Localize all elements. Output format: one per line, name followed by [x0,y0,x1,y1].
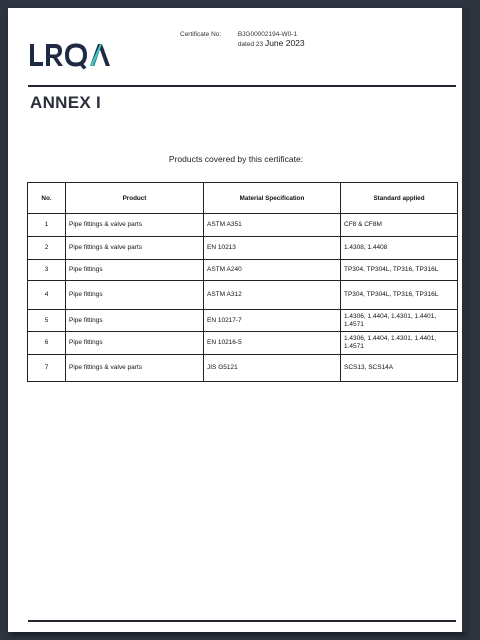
cell-standard: 1.4308, 1.4408 [341,237,458,260]
cell-spec: EN 10217-7 [204,310,341,332]
header-no: No. [28,183,66,214]
products-table [27,182,458,382]
certificate-dated-label: dated 23 [237,41,264,48]
header-product: Product [66,183,204,214]
table-row [28,281,458,310]
cell-product: Pipe fittings & valve parts [66,237,204,260]
cell-no: 5 [28,310,66,332]
footer-rule [28,620,456,622]
page-edge [462,8,468,632]
table-row [28,214,458,237]
cell-spec: JIS G5121 [204,355,341,382]
table-header-row [28,183,458,214]
products-heading: Products covered by this certificate: [168,154,304,164]
cell-no: 1 [28,214,66,237]
cell-product: Pipe fittings [66,332,204,355]
header-rule [28,85,456,87]
cell-no: 7 [28,355,66,382]
cell-product: Pipe fittings & valve parts [66,355,204,382]
cell-spec: ASTM A240 [204,260,341,281]
cell-standard: CF8 & CF8M [341,214,458,237]
table-row [28,355,458,382]
header-material-spec: Material Specification [204,183,341,214]
lrqa-logo [28,40,118,70]
certificate-info [180,30,305,49]
cell-spec: ASTM A312 [204,281,341,310]
header-standard: Standard applied [341,183,458,214]
cell-product: Pipe fittings [66,281,204,310]
cell-product: Pipe fittings & valve parts [66,214,204,237]
annex-title: ANNEX I [30,93,102,112]
cell-standard: 1.4306, 1.4404, 1.4301, 1.4401, 1.4571 [341,332,458,355]
cell-product: Pipe fittings [66,310,204,332]
cell-no: 4 [28,281,66,310]
cell-standard: TP304, TP304L, TP316, TP316L [341,281,458,310]
cell-standard: SCS13, SCS14A [341,355,458,382]
cell-product: Pipe fittings [66,260,204,281]
cell-spec: ASTM A351 [204,214,341,237]
certificate-number: BJG00002194-W0-1 [237,31,298,38]
table-row [28,237,458,260]
cell-spec: EN 10213 [204,237,341,260]
cell-spec: EN 10216-5 [204,332,341,355]
table-row [28,260,458,281]
cell-no: 2 [28,237,66,260]
certificate-dated-value: June 2023 [264,38,305,48]
cell-no: 6 [28,332,66,355]
cell-no: 3 [28,260,66,281]
table-row [28,310,458,332]
certificate-number-label: Certificate No: [180,31,222,38]
table-row [28,332,458,355]
cell-standard: TP304, TP304L, TP316, TP316L [341,260,458,281]
cell-standard: 1.4306, 1.4404, 1.4301, 1.4401, 1.4571 [341,310,458,332]
